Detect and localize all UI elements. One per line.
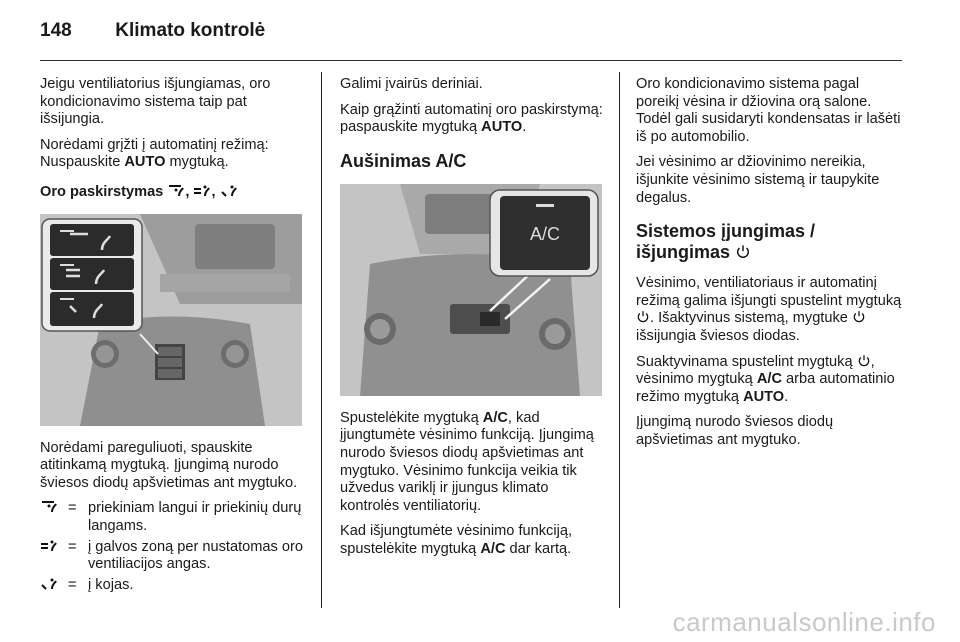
column-divider xyxy=(321,72,322,608)
power-icon xyxy=(735,244,751,260)
paragraph: Spustelėkite mygtuką A/C, kad įjungtumėte vėsinimo funkciją. Įjungimą nurodo šviesos diodų apšvietimas ant mygtuko. Vėsinimo funkcija veikia tik užvedus variklį ir įjungus klimato kontrolės ventiliatorių. xyxy=(340,409,594,514)
foot-airflow-icon xyxy=(220,184,238,198)
paragraph: Jeigu ventiliatorius išjungiamas, oro kondicionavimo sistema taip pat išsijungia. xyxy=(40,76,271,128)
head-airflow-icon xyxy=(193,184,211,198)
paragraph: Kaip grąžinti automatinį oro paskirstymą: paspauskite mygtuką AUTO. xyxy=(340,101,603,136)
column-divider xyxy=(619,72,620,608)
page-number: 148 xyxy=(40,20,72,41)
foot-airflow-icon xyxy=(40,577,58,591)
page-header xyxy=(40,20,265,42)
air-distribution-figure xyxy=(40,214,302,426)
ac-button-figure xyxy=(340,184,602,396)
section-heading-ac: Aušinimas A/C xyxy=(340,150,467,171)
ac-keyword: A/C xyxy=(756,371,782,388)
page-title: Klimato kontrolė xyxy=(115,20,266,41)
paragraph: Vėsinimo, ventiliatoriaus ir automatinį režimą galima išjungti spustelint mygtuką . Išaktyvinus sistemą, mygtuke išsijungia šviesos diodas. xyxy=(636,275,902,344)
definition-list xyxy=(40,500,308,594)
paragraph: Įjungimą nurodo šviesos diodų apšvietimas ant mygtuko. xyxy=(636,414,834,448)
auto-keyword: AUTO xyxy=(481,119,523,136)
definition-row: = į kojas. xyxy=(40,577,308,595)
header-rule xyxy=(40,60,902,61)
paragraph: Norėdami pareguliuoti, spauskite atitinkamą mygtuką. Įjungimą nurodo šviesos diodų apšvietimas ant mygtuko. xyxy=(40,439,298,491)
paragraph: Galimi įvairūs deriniai. xyxy=(340,76,483,92)
ac-keyword: A/C xyxy=(480,540,506,557)
windscreen-airflow-icon xyxy=(40,500,58,514)
column-1 xyxy=(40,76,308,597)
paragraph: Jei vėsinimo ar džiovinimo nereikia, išjunkite vėsinimo sistemą ir taupykite degalus. xyxy=(636,154,880,206)
head-airflow-icon xyxy=(40,539,58,553)
paragraph: Kad išjungtumėte vėsinimo funkciją, spustelėkite mygtuką A/C dar kartą. xyxy=(340,523,572,557)
power-icon xyxy=(636,310,650,324)
power-icon xyxy=(857,354,871,368)
definition-row: = priekiniam langui ir priekinių durų langams. xyxy=(40,500,308,535)
paragraph: Suaktyvinama spustelint mygtuką , vėsinimo mygtuką A/C arba automatinio režimo mygtuką AUTO. xyxy=(636,353,895,405)
column-2 xyxy=(340,76,608,567)
power-icon xyxy=(852,310,866,324)
ac-keyword: A/C xyxy=(482,409,508,426)
column-3 xyxy=(636,76,904,458)
paragraph: Norėdami grįžti į automatinį režimą: Nuspauskite AUTO mygtuką. xyxy=(40,136,269,171)
auto-keyword: AUTO xyxy=(743,388,785,405)
paragraph: Oro kondicionavimo sistema pagal poreikį vėsina ir džiovina orą salone. Todėl gali susidaryti kondensatas ir lašėti iš po automobilio. xyxy=(636,76,901,145)
subheading-air-distribution: Oro paskirstymas , , xyxy=(40,184,308,202)
ac-button-label: A/C xyxy=(529,223,561,244)
definition-row: = į galvos zoną per nustatomas oro ventiliacijos angas. xyxy=(40,539,308,574)
windscreen-airflow-icon xyxy=(167,184,185,198)
auto-keyword: AUTO xyxy=(124,154,166,171)
watermark: carmanualsonline.info xyxy=(672,607,936,637)
section-heading-system-on-off: Sistemos įjungimas / išjungimas xyxy=(636,221,816,263)
